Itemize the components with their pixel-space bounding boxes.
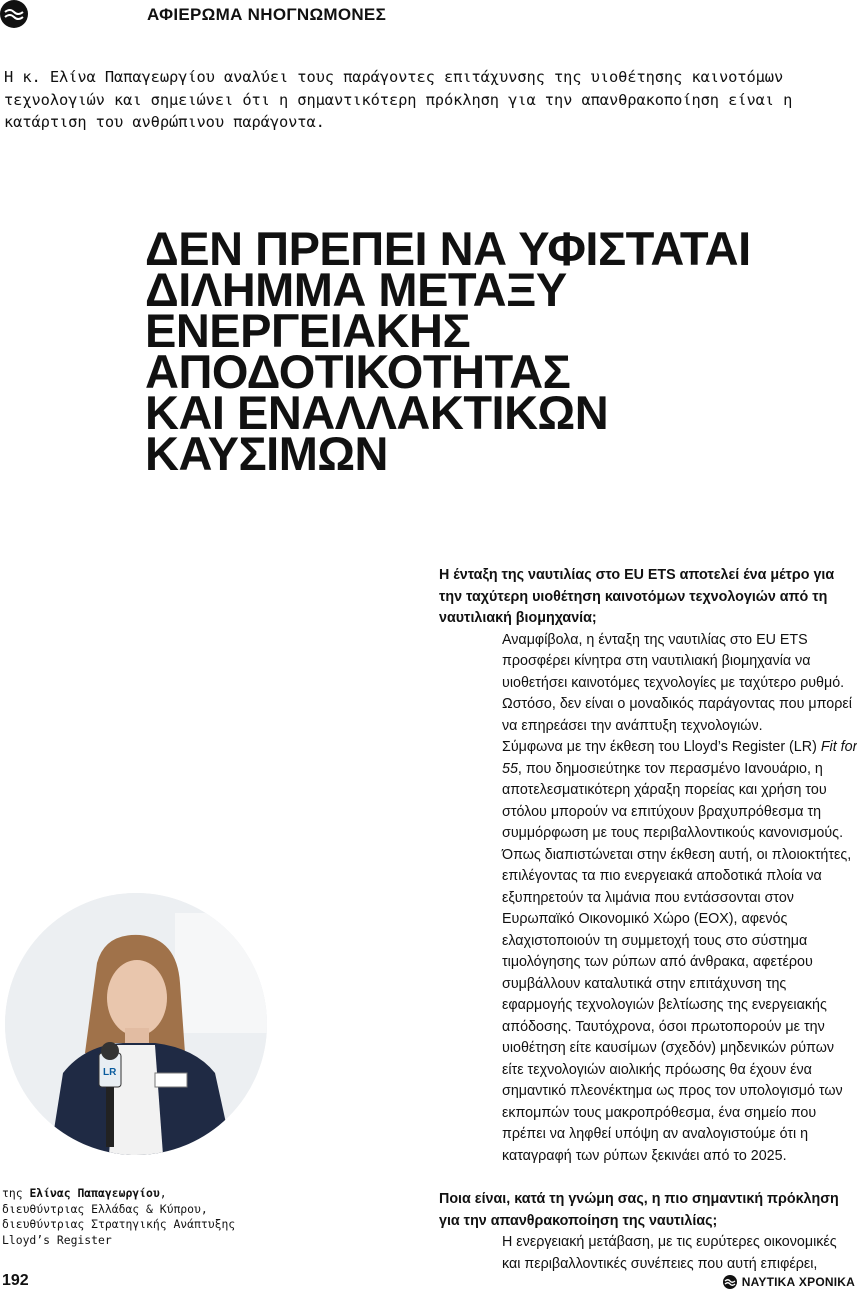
mic-label: LR (103, 1067, 117, 1078)
report-title: Fit for 55 (502, 739, 857, 777)
title-line: ΚΑΥΣΙΜΩΝ (145, 427, 389, 480)
author-caption (2, 1186, 235, 1248)
footer-brand (723, 1275, 855, 1289)
answer-1-paragraph-2 (502, 737, 857, 1167)
title-line: ΚΑΙ ΕΝΑΛΛΑΚΤΙΚΩΝ (145, 386, 609, 439)
answer-text: , που δημοσιεύτηκε τον περασμένο Ιανουάριο, η αποτελεσματικότερη χάραξη πορείας και χρήση του στόλου μπορούν να επιτύχουν βραχυπρόθεσμα τη συμμόρφωση με τους περιβαλλοντικούς κανονισμούς. Όπως διαπιστώνεται στην έκθεση αυτή, οι πλοιοκτήτες, επιλέγοντας τα πιο ενεργειακά αποδοτικά πλοία να εξυπηρετούν τα λιμάνια που εντάσσονται στον Ευρωπαϊκό Οικονομικό Χώρο (ΕΟΧ), αφενός ελαχιστοποιούν τη συμμετοχή τους στο σύστημα τιμολόγησης των ρύπων από άνθρακα, αφετέρου συμβάλλουν καταλυτικά στην επιτάχυνση της εφαρμογής τεχνολογιών βελτίωσης της ενεργειακής απόδοσης. Ταυτόχρονα, όσοι πρωτοπορούν με την υιοθέτηση είτε καυσίμων (σχεδόν) μηδενικών ρύπων είτε τεχνολογιών αιολικής πρόωσης θα έχουν ένα σημαντικό πλεονέκτημα ως προς τον υπολογισμό των εκπομπών τους μακροπρόθεσμα, ένα σημείο που πρέπει να ληφθεί υπόψη αν αναλογιστούμε ότι η καταγραφή των ρύπων ξεκινάει από το 2025. (502, 760, 852, 1164)
caption-comma: , (159, 1186, 167, 1200)
author-company: Lloyd’s Register (2, 1232, 112, 1247)
portrait-illustration (5, 893, 267, 1155)
article-body (439, 565, 857, 1275)
author-role: διευθύντριας Στρατηγικής Ανάπτυξης (2, 1217, 236, 1231)
question-2: Ποια είναι, κατά τη γνώμη σας, η πιο σημαντική πρόκληση για την απανθρακοποίηση της ναυτιλίας; (439, 1191, 839, 1229)
portrait-photo (5, 893, 267, 1155)
page-number: 192 (2, 1272, 29, 1289)
author-name: Ελίνας Παπαγεωργίου (29, 1186, 160, 1200)
wave-logo-icon (723, 1275, 737, 1289)
article-title (145, 222, 845, 480)
title-line: ΔΕΝ ΠΡΕΠΕΙ ΝΑ ΥΦΙΣΤΑΤΑΙ (145, 222, 751, 275)
author-role: διευθύντριας Ελλάδας & Κύπρου, (2, 1201, 208, 1216)
wave-logo-icon (0, 0, 28, 28)
question-1: Η ένταξη της ναυτιλίας στο EU ETS αποτελεί ένα μέτρο για την ταχύτερη υιοθέτηση καινοτόμων τεχνολογιών από τη ναυτιλιακή βιομηχανία; (439, 567, 835, 626)
answer-1-paragraph-1: Αναμφίβολα, η ένταξη της ναυτιλίας στο EU ETS προσφέρει κίνητρα στη ναυτιλιακή βιομηχανία να υιοθετήσει καινοτόμες τεχνολογίες με ταχύτερο ρυθμό. Ωστόσο, δεν είναι ο μοναδικός παράγοντας που μπορεί να επηρεάσει την ανάπτυξη τεχνολογιών. (502, 631, 852, 734)
title-line: ΑΠΟΔΟΤΙΚΟΤΗΤΑΣ (145, 345, 571, 398)
answer-text: Σύμφωνα με την έκθεση του Lloyd’s Register (LR) (502, 739, 821, 755)
intro-text: Η κ. Ελίνα Παπαγεωργίου αναλύει τους παράγοντες επιτάχυνσης της υιοθέτησης καινοτόμων τεχνολογιών και σημειώνει ότι η σημαντικότερη πρόκληση για την απανθρακοποίηση είναι η κατάρτιση του ανθρώπινου παράγοντα. (4, 68, 793, 131)
answer-2-paragraph-1: Η ενεργειακή μετάβαση, με τις ευρύτερες οικονομικές και περιβαλλοντικές συνέπειες που αυτή επιφέρει, (502, 1234, 837, 1272)
title-line: ΕΝΕΡΓΕΙΑΚΗΣ (145, 304, 471, 357)
section-title: ΑΦΙΕΡΩΜΑ ΝΗΟΓΝΩΜΟΝΕΣ (147, 5, 387, 24)
brand-name: ΝΑΥΤΙΚΑ ΧΡΟΝΙΚΑ (741, 1275, 855, 1289)
title-line: ΔΙΛΗΜΜΑ ΜΕΤΑΞΥ (145, 263, 567, 316)
caption-prefix: της (2, 1186, 30, 1200)
